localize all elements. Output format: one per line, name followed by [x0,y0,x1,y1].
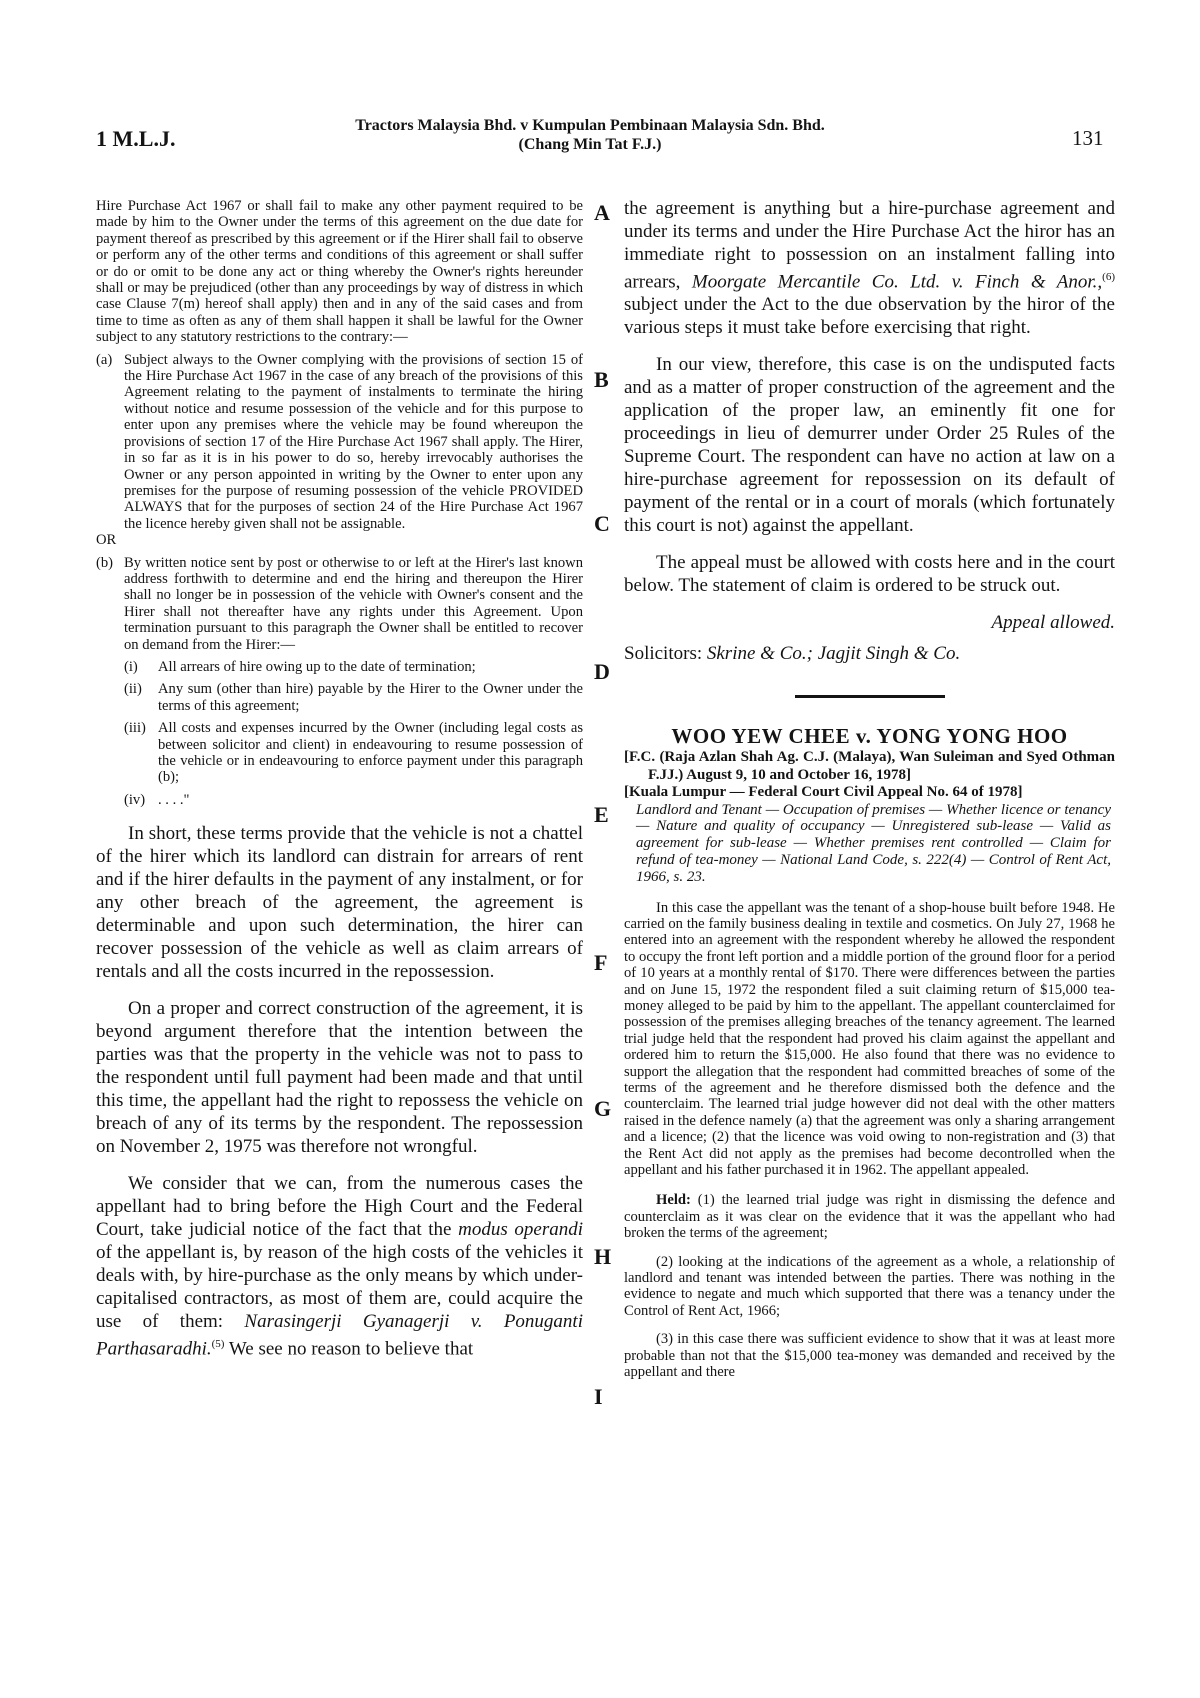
clause-a-text: Subject always to the Owner complying with the provisions of section 15 of the Hire Purchase Act 1967 in the case of any breach of the provisions of this Agreement relating to the payment of instalments to terminate the hiring without notice and resume possession of the vehicle and for this purpose to enter upon any premises where the vehicle may be found whereupon the provisions of section 17 of the Hire Purchase Act 1967 shall apply. The Hirer, in so far as it is in his power to do so, hereby irrevocably authorises the Owner or any person appointed in writing by the Owner to enter upon any premises for the purpose of resuming possession of the vehicle PROVIDED ALWAYS that for the purposes of section 24 of the Hire Purchase Act 1967 the licence hereby given shall not be assignable. [124,351,583,532]
margin-letter-b: B [594,367,609,392]
quoted-clause-intro: Hire Purchase Act 1967 or shall fail to make any other payment required to be made by him to the Owner under the terms of this agreement on the due date for payment thereof as prescribed by this agreement or if the Hirer shall fail to observe or perform any of the other terms and conditions of this agreement or shall suffer or do or omit to be done any act or thing whereby the Owner's rights hereunder shall or may be prejudiced (other than any proceedings by way of distress in which case Clause 7(m) hereof shall apply) then and in any of the said cases and from time to time as often as any of them shall happen it shall be lawful for the Owner subject to any statutory restrictions to the contrary:— [96,198,583,346]
margin-letter-e: E [594,802,609,827]
sub-item-text: All costs and expenses incurred by the Owner (including legal costs as between solicitor and client) in endeavouring to resume possession of the vehicle or in endeavouring to enforce payment under this paragraph (b); [158,720,583,786]
sub-item-label: (i) [124,658,138,675]
held-point-1-text: (1) the learned trial judge was right in dismissing the defence and counterclaim as it was clear on the evidence that it was the appellant who had broken the terms of the agreement; [624,1192,1115,1242]
margin-letter-c: C [594,511,610,536]
margin-letter-d: D [594,659,610,684]
clause-or: OR [96,532,117,549]
judgment-paragraph-1: In short, these terms provide that the vehicle is not a chattel of the hirer which its landlord can distrain for arrears of rent and if the hirer defaults in the payment of any instalment, or for any other breach of the agreement, the agreement is determinable and upon such determination, the hirer can recover possession of the vehicle as well as claim arrears of rentals and all the costs incurred in the repossession. [96,823,583,983]
sub-item-text: Any sum (other than hire) payable by the Hirer to the Owner under the terms of this agreement; [158,681,583,714]
sub-item [124,681,583,714]
solicitors-names: Skrine & Co.; Jagjit Singh & Co. [706,643,961,665]
page-number: 131 [1072,126,1104,150]
coram-line: [F.C. (Raja Azlan Shah Ag. C.J. (Malaya), Wan Suleiman and Syed Othman F.JJ.) August 9, 10 and October 16, 1978] [624,749,1115,783]
left-column [96,198,583,1361]
clause-b-text: By written notice sent by post or otherwise to or left at the Hirer's last known address forthwith to determine and end the hiring and thereupon the Hirer shall no longer be in possession of the vehicle with Owner's consent and the Hirer shall not thereafter have any rights under this Agreement. Upon termination pursuant to this paragraph the Owner shall be entitled to recover on demand from the Hirer:— [124,554,583,653]
sub-item-label: (iii) [124,720,146,737]
margin-letter-a: A [594,200,610,225]
margin-letter-f: F [594,950,608,975]
quoted-clause-a [96,352,583,532]
sub-item-text: All arrears of hire owing up to the date of termination; [158,658,476,675]
clause-a-label: (a) [96,351,113,368]
appeal-result: Appeal allowed. [991,612,1115,634]
modus-operandi-term: modus operandi [458,1219,583,1241]
held-point-1 [624,1192,1115,1241]
catchwords: Landlord and Tenant — Occupation of premises — Whether licence or tenancy — Nature and quality of occupancy — Unregistered sub-lease — Valid as agreement for sub-lease — Whether premises rent controlled — Claim for refund of tea-money — National Land Code, s. 222(4) — Control of Rent Act, 1966, s. 23. [636,801,1111,885]
clause-b-label: (b) [96,554,114,571]
judgment-paragraph-order: The appeal must be allowed with costs here and in the court below. The statement of claim is ordered to be struck out. [624,552,1115,597]
continuation-text-a: the agreement is anything but a hire-purchase agreement and under its terms and under the Hire Purchase Act the hiror has an immediate right to possession on an instalment falling into arrears, [624,198,1115,293]
judgment-paragraph-2: On a proper and correct construction of the agreement, it is beyond argument therefore that the intention between the parties was that the property in the vehicle was not to pass to the respondent until full payment had been made and that until this time, the appellant had the right to repossess the vehicle on breach of any of its terms by the respondent. The repossession on November 2, 1975 was therefore not wrongful. [96,998,583,1158]
case-running-title-line1: Tractors Malaysia Bhd. v Kumpulan Pembinaan Malaysia Sdn. Bhd. [355,117,825,134]
case-divider [795,695,945,698]
held-point-2: (2) looking at the indications of the agreement as a whole, a relationship of landlord and tenant was intended between the parties. There was nothing in the evidence to negate and much which supported that there was a tenancy under the Control of Rent Act, 1966; [624,1253,1115,1319]
cited-case-moorgate: Moorgate Mercantile Co. Ltd. v. Finch & Anor., [691,271,1103,293]
solicitors-label: Solicitors: [624,643,707,665]
running-header [0,0,1200,160]
right-column [624,197,1115,1381]
case-title: WOO YEW CHEE v. YONG YONG HOO [671,724,1068,749]
sub-item [124,659,583,675]
paragraph-3-text-c: We see no reason to believe that [224,1338,474,1360]
sub-item [124,720,583,786]
paragraph-3-text-a: We consider that we can, from the numerous cases the appellant had to bring before the High Court and the Federal Court, take judicial notice of the fact that the [96,1173,583,1241]
margin-letter-h: H [594,1244,612,1269]
sub-item-label: (iv) [124,791,146,808]
held-point-3: (3) in this case there was sufficient evidence to show that it was at least more probable than not that the $15,000 tea-money was demanded and received by the appellant and there [624,1331,1115,1381]
sub-item [124,792,583,808]
held-label: Held: [656,1192,691,1209]
case-running-title-line2: (Chang Min Tat F.J.) [518,136,662,153]
sub-item-text: . . . ." [158,791,190,808]
judgment-paragraph-3 [96,1172,583,1360]
case-running-title [290,116,890,154]
paragraph-3-text-b: of the appellant is, by reason of the high costs of the vehicles it deals with, by hire-purchase as the only means by which under-capitalised contractors, as most of them are, could acquire the use of them: [96,1242,583,1333]
footnote-ref-6: (6) [1102,271,1115,283]
footnote-ref-5: (5) [211,1338,225,1351]
margin-letter-g: G [594,1096,612,1121]
quoted-clause-b [96,555,583,653]
margin-letter-i: I [594,1384,603,1409]
judgment-continuation [624,197,1115,339]
cited-case-narasingerji: Narasingerji Gyanagerji v. Ponuganti Parthasaradhi. [96,1311,583,1360]
judgment-paragraph-view: In our view, therefore, this case is on the undisputed facts and as a matter of proper construction of the agreement and the application of the proper law, an eminently fit one for proceedings in lieu of demurrer under Order 25 Rules of the Supreme Court. The respondent can have no action at law on a hire-purchase agreement for repossession on its default of payment of the rental or in a court of morals (which fortunately this court is not) against the appellant. [624,354,1115,537]
journal-citation: 1 M.L.J. [96,126,176,151]
continuation-text-b: subject under the Act to the due observation by the hiror of the various steps it must take before exercising that right. [624,294,1115,339]
court-reference-line: [Kuala Lumpur — Federal Court Civil Appeal No. 64 of 1978] [624,784,1023,801]
headnote: In this case the appellant was the tenant of a shop-house built before 1948. He carried on the family business dealing in textile and cosmetics. On July 27, 1968 he entered into an agreement with the respondent whereby he allowed the respondent to occupy the front left portion and a middle portion of the ground floor for a period of 10 years at a monthly rental of $170. There were differences between the parties and on June 15, 1972 the respondent filed a suit claiming return of $15,000 tea-money alleged to be paid by him to the appellant. The appellant counterclaimed for possession of the premises alleging breaches of the tenancy agreement. The learned trial judge held that the respondent had proved his claim against the appellant and ordered him to return the $15,000. He also found that there was no evidence to support the allegation that the respondent had committed breaches of some of the terms of the agreement and he therefore dismissed both the defence and the counterclaim. The learned trial judge however did not deal with the other matters raised in the defence namely (a) that the agreement was only a sharing arrangement and a licence; (2) that the licence was void owing to non-registration and (3) that the Rent Act did not apply as the premises had become decontrolled when the appellant and his father purchased it in 1962. The appellant appealed. [624,899,1115,1179]
sub-item-label: (ii) [124,681,142,698]
solicitors-line [624,642,1115,665]
